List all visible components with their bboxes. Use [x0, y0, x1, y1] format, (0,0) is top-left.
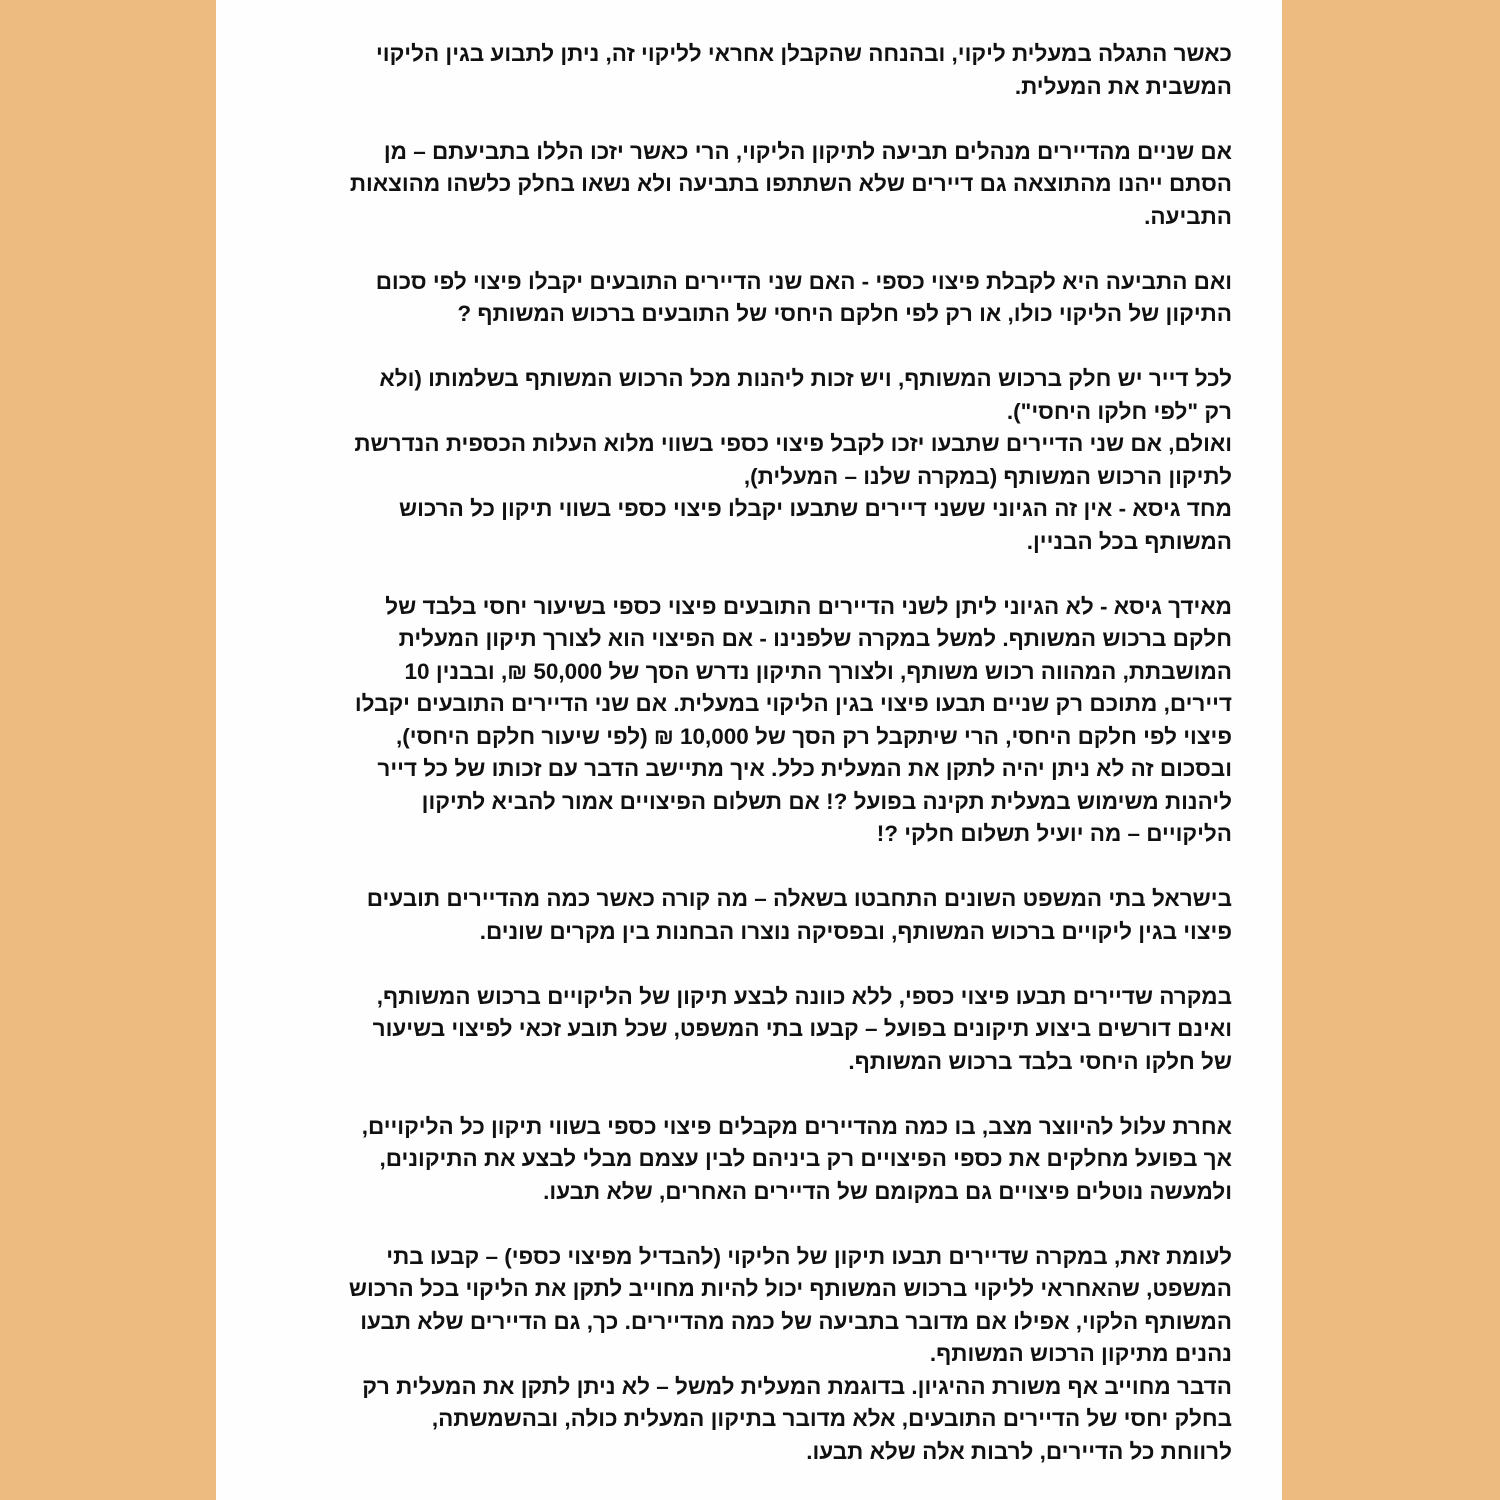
text-line: הדבר מחוייב אף משורת ההיגיון. בדוגמת המעלית למשל – לא ניתן לתקן את המעלית רק: [362, 1373, 1232, 1399]
paragraph-5: [268, 591, 1232, 851]
paragraph-1: [268, 38, 1232, 103]
text-line: לתיקון הרכוש המשותף (במקרה שלנו – המעלית),: [743, 463, 1232, 489]
paragraph-3: [268, 266, 1232, 331]
text-line: המשפט, שהאחראי לליקוי ברכוש המשותף יכול להיות מחוייב לתקן את הליקוי בכל הרכוש: [348, 1276, 1232, 1301]
document-page: [216, 0, 1282, 1500]
paragraph-4: [268, 363, 1232, 558]
text-line: רק "לפי חלקו היחסי").: [1006, 398, 1232, 424]
text-line: ואם התביעה היא לקבלת פיצוי כספי - האם שני הדיירים התובעים יקבלו פיצוי לפי סכום: [375, 268, 1232, 294]
text-line: אם שניים מהדיירים מנהלים תביעה לתיקון הליקוי, הרי כאשר יזכו הללו בתביעתם – מן: [383, 138, 1232, 164]
text-line: בישראל בתי המשפט השונים התחבטו בשאלה – מה קורה כאשר כמה מהדיירים תובעים: [366, 886, 1232, 911]
text-line: התיקון של הליקוי כולו, או רק לפי חלקם היחסי של התובעים ברכוש המשותף ?: [457, 301, 1232, 326]
text-line: התביעה.: [1144, 203, 1232, 229]
text-line: ואולם, אם שני הדיירים שתבעו יזכו לקבל פיצוי כספי בשווי מלוא העלות הכספית הנדרשת: [354, 431, 1232, 456]
text-line: המשותף בכל הבניין.: [1026, 528, 1232, 554]
text-line: המושבתת, המהווה רכוש משותף, ולצורך התיקון נדרש הסך של 50,000 ₪, ובבנין 10: [404, 658, 1232, 684]
text-line: אך בפועל מחלקים את כספי הפיצויים רק ביניהם לבין עצמם מבלי לבצע את התיקונים,: [379, 1146, 1232, 1171]
text-line: פיצוי לפי חלקם היחסי, הרי שיתקבל רק הסך של 10,000 ₪ (לפי שיעור חלקם היחסי),: [396, 723, 1232, 749]
text-line: של חלקו היחסי בלבד ברכוש המשותף.: [848, 1048, 1232, 1074]
text-line: כאשר התגלה במעלית ליקוי, ובהנחה שהקבלן אחראי לליקוי זה, ניתן לתבוע בגין הליקוי: [376, 41, 1232, 66]
text-line: במקרה שדיירים תבעו פיצוי כספי, ללא כוונה לבצע תיקון של הליקויים ברכוש המשותף,: [376, 983, 1232, 1009]
paragraph-7: [268, 981, 1232, 1079]
text-line: מחד גיסא - אין זה הגיוני ששני דיירים שתבעו יקבלו פיצוי כספי בשווי תיקון כל הרכוש: [398, 496, 1232, 521]
text-line: פיצוי בגין ליקויים ברכוש המשותף, ובפסיקה נוצרו הבחנות בין מקרים שונים.: [479, 918, 1232, 944]
text-line: הליקויים – מה יועיל תשלום חלקי ?!: [876, 821, 1232, 846]
text-line: אחרת עלול להיווצר מצב, בו כמה מהדיירים מקבלים פיצוי כספי בשווי תיקון כל הליקויים,: [361, 1113, 1232, 1139]
paragraph-9: [268, 1241, 1232, 1469]
paragraph-8: [268, 1111, 1232, 1209]
text-line: המשבית את המעלית.: [1014, 73, 1232, 99]
text-line: המשותף הלקוי, אפילו אם מדובר בתביעה של כמה מהדיירים. כך, גם הדיירים שלא תבעו: [360, 1308, 1232, 1334]
text-line: מאידך גיסא - לא הגיוני ליתן לשני הדיירים התובעים פיצוי כספי בשיעור יחסי בלבד של: [385, 593, 1232, 619]
paragraph-2: [268, 136, 1232, 234]
text-line: בחלק יחסי של הדיירים התובעים, אלא מדובר בתיקון המעלית כולה, ובהשמשתה,: [431, 1406, 1232, 1431]
text-line: נהנים מתיקון הרכוש המשותף.: [929, 1341, 1232, 1366]
text-line: לעומת זאת, במקרה שדיירים תבעו תיקון של הליקוי (להבדיל מפיצוי כספי) – קבעו בתי: [386, 1243, 1232, 1269]
text-line: ואינם דורשים ביצוע תיקונים בפועל – קבעו בתי המשפט, שכל תובע זכאי לפיצוי בשיעור: [372, 1016, 1232, 1041]
text-line: הסתם ייהנו מהתוצאה גם דיירים שלא השתתפו בתביעה ולא נשאו בחלק כלשהו מהוצאות: [349, 171, 1232, 196]
text-line: ליהנות משימוש במעלית תקינה בפועל ?! אם תשלום הפיצויים אמור להביא לתיקון: [421, 788, 1232, 814]
text-line: לכל דייר יש חלק ברכוש המשותף, ויש זכות ליהנות מכל הרכוש המשותף בשלמותו (ולא: [379, 366, 1232, 391]
text-line: ולמעשה נוטלים פיצויים גם במקומם של הדיירים האחרים, שלא תבעו.: [543, 1178, 1232, 1204]
text-line: לרווחת כל הדיירים, לרבות אלה שלא תבעו.: [806, 1438, 1232, 1464]
paragraph-6: [268, 883, 1232, 948]
text-line: חלקם ברכוש המשותף. למשל במקרה שלפנינו - אם הפיצוי הוא לצורך תיקון המעלית: [398, 626, 1232, 651]
text-line: ובסכום זה לא ניתן יהיה לתקן את המעלית כלל. איך מתיישב הדבר עם זכותו של כל דייר: [377, 756, 1232, 781]
text-line: דיירים, מתוכם רק שניים תבעו פיצוי בגין הליקוי במעלית. אם שני הדיירים התובעים יקבלו: [354, 691, 1232, 716]
